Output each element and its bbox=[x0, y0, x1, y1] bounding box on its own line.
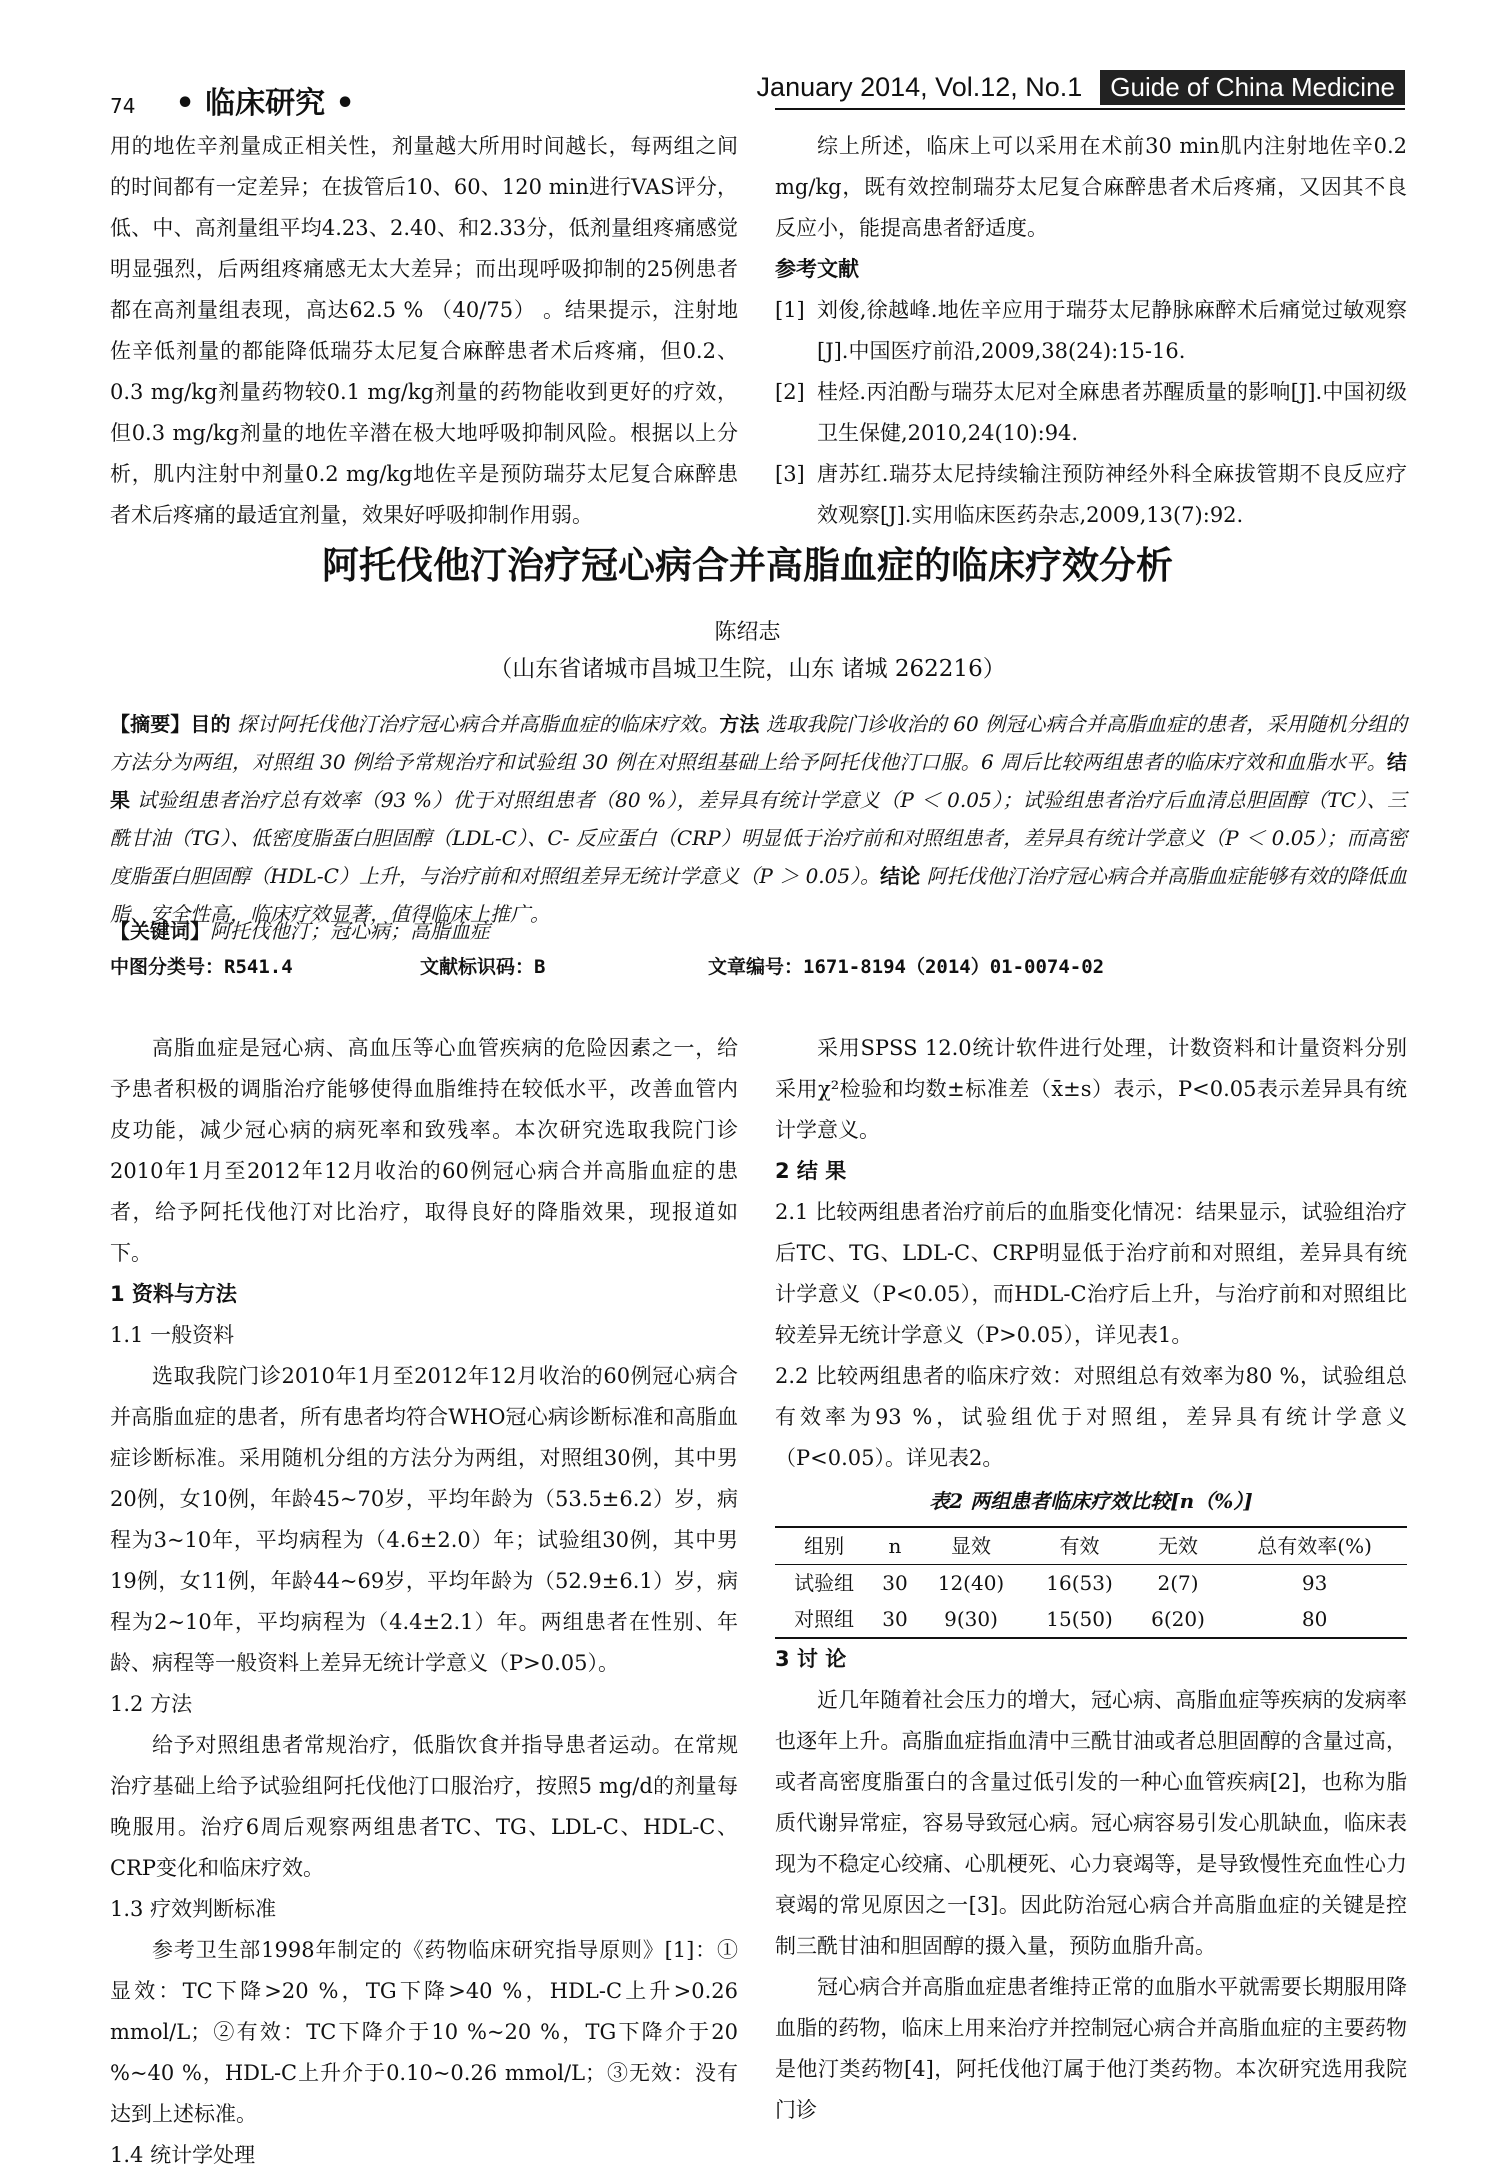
table-cell: 93 bbox=[1301, 1571, 1328, 1595]
statistics-paragraph: 采用SPSS 12.0统计软件进行处理，计数资料和计量资料分别采用χ²检验和均数±标准差（x̄±s）表示，P<0.05表示差异具有统计学意义。 bbox=[775, 1036, 1407, 1142]
keywords-text: 阿托伐他汀；冠心病；高脂血症 bbox=[210, 919, 490, 943]
article-author: 陈绍志 bbox=[714, 620, 781, 645]
criteria-paragraph: 参考卫生部1998年制定的《药物临床研究指导原则》[1]：①显效：TC下降>20 %，TG下降>40 %，HDL-C上升>0.26 mmol/L；②有效：TC下降介于10 %~20 %，TG下降介于20 %~40 %，HDL-C上升介于0.10~0.26 mmol/L；③无效：没有达到上述标准。 bbox=[110, 1938, 738, 2126]
section-heading-discussion: 3 讨 论 bbox=[775, 1647, 847, 1671]
reference-text: 唐苏红.瑞芬太尼持续输注预防神经外科全麻拔管期不良反应疗效观察[J].实用临床医药杂志,2009,13(7):92. bbox=[817, 462, 1407, 527]
methods-paragraph: 给予对照组患者常规治疗，低脂饮食并指导患者运动。在常规治疗基础上给予试验组阿托伐他汀口服治疗，按照5 mg/d的剂量每晚服用。治疗6周后观察两组患者TC、TG、LDL-C、HDL-C、CRP变化和临床疗效。 bbox=[110, 1733, 738, 1880]
article-title: 阿托伐他汀治疗冠心病合并高脂血症的临床疗效分析 bbox=[322, 544, 1173, 587]
conclusion-text: 阿托伐他汀治疗冠心病合并高脂血症能够有效的降低血脂、安全性高，临床疗效显著，值得临床上推广。 bbox=[110, 864, 1408, 926]
previous-article-left-column bbox=[110, 126, 738, 536]
method-text: 选取我院门诊收治的 60 例冠心病合并高脂血症的患者，采用随机分组的方法分为两组，对照组 30 例给予常规治疗和试验组 30 例在对照组基础上给予阿托伐他汀口服。6 周后比较两组患者的临床疗效和血脂水平。 bbox=[110, 712, 1408, 774]
abstract bbox=[110, 705, 1407, 933]
reference-item bbox=[775, 372, 1407, 454]
table-cell: 2(7) bbox=[1157, 1571, 1199, 1595]
purpose-text: 探讨阿托伐他汀治疗冠心病合并高脂血症的临床疗效。 bbox=[237, 712, 720, 736]
result-paragraph: 2.1 比较两组患者治疗前后的血脂变化情况：结果显示，试验组治疗后TC、TG、LDL-C、CRP明显低于治疗前和对照组，差异具有统计学意义（P<0.05），而HDL-C治疗后上升，与治疗前和对照组比较差异无统计学意义（P>0.05），详见表1。 bbox=[775, 1200, 1407, 1347]
article-number: 文章编号：1671-8194（2014）01-0074-02 bbox=[708, 956, 1105, 978]
table-cell: 15(50) bbox=[1046, 1607, 1113, 1631]
table-cell: 16(53) bbox=[1046, 1571, 1113, 1595]
result-label: 结果 bbox=[110, 750, 1407, 812]
conclusion-label: 结论 bbox=[880, 864, 921, 888]
table-header-cell: 组别 bbox=[804, 1534, 845, 1558]
subsection-heading: 1.3 疗效判断标准 bbox=[110, 1897, 277, 1921]
clc-number: 中图分类号：R541.4 bbox=[110, 956, 293, 978]
table-cell: 9(30) bbox=[944, 1607, 998, 1631]
table-header-cell: 无效 bbox=[1158, 1534, 1198, 1558]
keywords-label: 【关键词】 bbox=[110, 919, 210, 943]
table-cell: 30 bbox=[882, 1607, 908, 1631]
reference-number: [3] bbox=[775, 462, 805, 486]
body-left-column bbox=[110, 1028, 738, 2176]
result-text: 试验组患者治疗总有效率（93 %）优于对照组患者（80 %），差异具有统计学意义（P ＜ 0.05）；试验组患者治疗后血清总胆固醇（TC）、三酰甘油（TG）、低密度脂蛋白胆固醇（LDL-C）、C- 反应蛋白（CRP）明显低于治疗前和对照组患者，差异具有统计学意义（P ＜ 0.05）；而高密度脂蛋白胆固醇（HDL-C）上升，与治疗前和对照组差异无统计学意义（P ＞ 0.05）。 bbox=[110, 788, 1408, 888]
discussion-paragraph: 近几年随着社会压力的增大，冠心病、高脂血症等疾病的发病率也逐年上升。高脂血症指血清中三酰甘油或者总胆固醇的含量过高，或者高密度脂蛋白的含量过低引发的一种心血管疾病[2]，也称为脂质代谢异常症，容易导致冠心病。冠心病容易引发心肌缺血，临床表现为不稳定心绞痛、心肌梗死、心力衰竭等，是导致慢性充血性心力衰竭的常见原因之一[3]。因此防治冠心病合并高脂血症的关键是控制三酰甘油和胆固醇的摄入量，预防血脂升高。 bbox=[775, 1688, 1407, 1958]
previous-article-paragraph: 用的地佐辛剂量成正相关性，剂量越大所用时间越长，每两组之间的时间都有一定差异；在拔管后10、60、120 min进行VAS评分，低、中、高剂量组平均4.23、2.40、和2.33分，低剂量组疼痛感觉明显强烈，后两组疼痛感无太大差异；而出现呼吸抑制的25例患者都在高剂量组表现，高达62.5 % （40/75） 。结果提示，注射地佐辛低剂量的都能降低瑞芬太尼复合麻醉患者术后疼痛，但0.2、0.3 mg/kg剂量药物较0.1 mg/kg剂量的药物能收到更好的疗效，但0.3 mg/kg剂量的地佐辛潜在极大地呼吸抑制风险。根据以上分析，肌内注射中剂量0.2 mg/kg地佐辛是预防瑞芬太尼复合麻醉患者术后疼痛的最适宜剂量，效果好呼吸抑制作用弱。 bbox=[110, 134, 738, 527]
table-cell: 30 bbox=[882, 1571, 908, 1595]
abstract-label: 【摘要】 bbox=[110, 712, 191, 736]
introduction-paragraph: 高脂血症是冠心病、高血压等心血管疾病的危险因素之一，给予患者积极的调脂治疗能够使得血脂维持在较低水平，改善血管内皮功能，减少冠心病的病死率和致残率。本次研究选取我院门诊2010年1月至2012年12月收治的60例冠心病合并高脂血症的患者，给予阿托伐他汀对比治疗，取得良好的降脂效果，现报道如下。 bbox=[110, 1036, 738, 1265]
table-cell: 试验组 bbox=[794, 1571, 855, 1595]
table-row bbox=[775, 1601, 1407, 1638]
issue-date-volume: January 2014, Vol.12, No.1 bbox=[756, 72, 1083, 102]
table-caption: 表2 两组患者临床疗效比较[n（%）] bbox=[929, 1489, 1253, 1513]
subsection-heading: 1.1 一般资料 bbox=[110, 1323, 235, 1347]
reference-text: 刘俊,徐越峰.地佐辛应用于瑞芬太尼静脉麻醉术后痛觉过敏观察[J].中国医疗前沿,2009,38(24):15-16. bbox=[817, 298, 1407, 363]
header-left bbox=[110, 78, 355, 122]
reference-item bbox=[775, 454, 1407, 536]
discussion-paragraph: 冠心病合并高脂血症患者维持正常的血脂水平就需要长期服用降血脂的药物，临床上用来治疗并控制冠心病合并高脂血症的主要药物是他汀类药物[4]，阿托伐他汀属于他汀类药物。本次研究选用我院门诊 bbox=[775, 1975, 1407, 2122]
table-header-cell: 总有效率(%) bbox=[1257, 1534, 1372, 1558]
table-header-cell: n bbox=[888, 1534, 902, 1558]
table-cell: 对照组 bbox=[794, 1607, 855, 1631]
reference-item bbox=[775, 290, 1407, 372]
section-heading-methods: 1 资料与方法 bbox=[110, 1282, 237, 1306]
table-header-cell: 有效 bbox=[1059, 1534, 1100, 1558]
journal-name: Guide of China Medicine bbox=[1100, 70, 1405, 105]
previous-article-conclusion: 综上所述，临床上可以采用在术前30 min肌内注射地佐辛0.2 mg/kg，既有效控制瑞芬太尼复合麻醉患者术后疼痛，又因其不良反应小，能提高患者舒适度。 bbox=[775, 134, 1407, 240]
reference-text: 桂烃.丙泊酚与瑞芬太尼对全麻患者苏醒质量的影响[J].中国初级卫生保健,2010,24(10):94. bbox=[817, 380, 1407, 445]
references-heading: 参考文献 bbox=[775, 257, 859, 281]
table-cell: 80 bbox=[1301, 1607, 1328, 1631]
header-right bbox=[757, 70, 1405, 105]
purpose-label: 目的 bbox=[190, 712, 231, 736]
previous-article-right-column bbox=[775, 126, 1407, 536]
table-header-cell: 显效 bbox=[950, 1534, 991, 1558]
subsection-heading: 1.4 统计学处理 bbox=[110, 2143, 256, 2167]
table-cell: 6(20) bbox=[1151, 1607, 1205, 1631]
document-code: 文献标识码：B bbox=[420, 956, 546, 978]
body-right-column bbox=[775, 1028, 1407, 2131]
table-cell: 12(40) bbox=[937, 1571, 1005, 1595]
section-heading-results: 2 结 果 bbox=[775, 1159, 847, 1183]
method-label: 方法 bbox=[719, 712, 760, 736]
efficacy-table bbox=[775, 1526, 1407, 1639]
table-header-row bbox=[775, 1527, 1407, 1565]
reference-number: [1] bbox=[775, 298, 805, 322]
subsection-heading: 1.2 方法 bbox=[110, 1692, 193, 1716]
section-label: • 临床研究 • bbox=[175, 86, 355, 121]
result-paragraph: 2.2 比较两组患者的临床疗效：对照组总有效率为80 %，试验组总有效率为93 %，试验组优于对照组，差异具有统计学意义（P<0.05）。详见表2。 bbox=[775, 1364, 1407, 1470]
general-data-paragraph: 选取我院门诊2010年1月至2012年12月收治的60例冠心病合并高脂血症的患者，所有患者均符合WHO冠心病诊断标准和高脂血症诊断标准。采用随机分组的方法分为两组，对照组30例，其中男20例，女10例，年龄45~70岁，平均年龄为（53.5±6.2）岁，病程为3~10年，平均病程为（4.6±2.0）年；试验组30例，其中男19例，女11例，年龄44~69岁，平均年龄为（52.9±6.1）岁，病程为2~10年，平均病程为（4.4±2.1）年。两组患者在性别、年龄、病程等一般资料上差异无统计学意义（P>0.05）。 bbox=[110, 1364, 738, 1675]
keywords bbox=[110, 915, 1407, 944]
page-number: 74 bbox=[110, 94, 136, 118]
header-rule bbox=[775, 108, 1405, 110]
reference-number: [2] bbox=[775, 380, 805, 404]
author-affiliation: （山东省诸城市昌城卫生院，山东 诸城 262216） bbox=[489, 656, 1006, 682]
table-row bbox=[775, 1565, 1407, 1602]
